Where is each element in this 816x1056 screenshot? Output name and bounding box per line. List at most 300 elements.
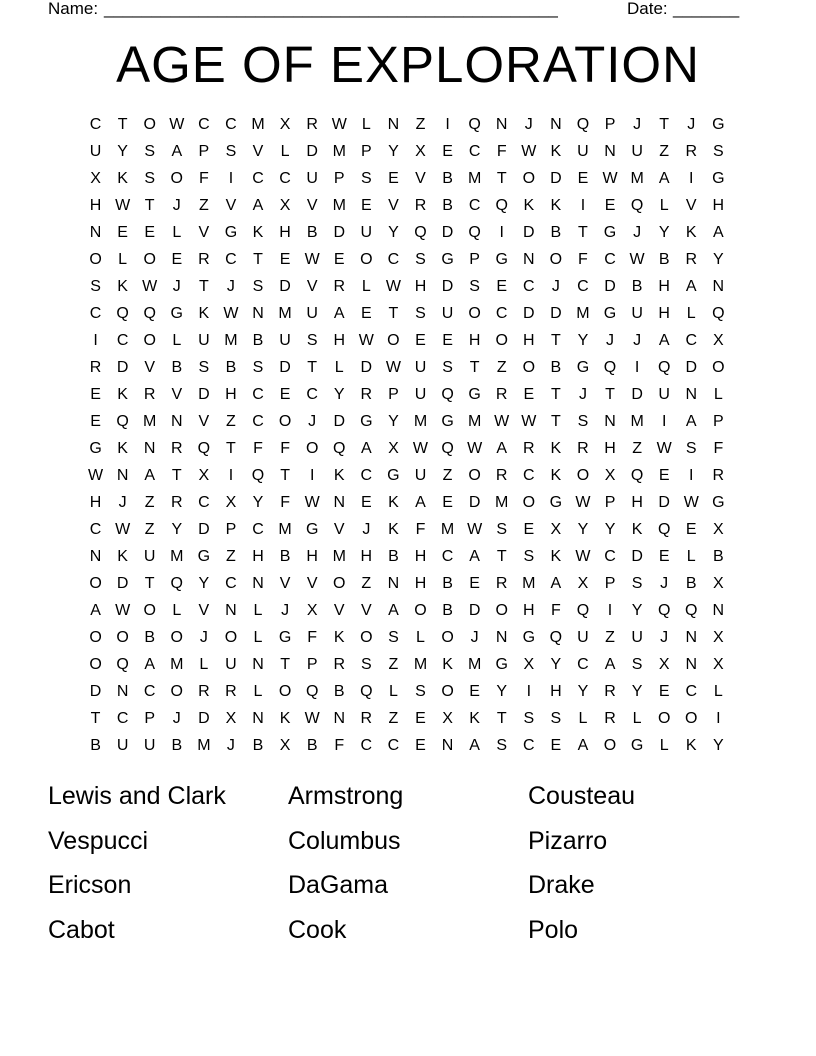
grid-letter: H [523,602,535,619]
grid-letter: D [685,359,698,376]
grid-letter: Q [143,305,156,322]
grid-letter: Z [226,548,236,565]
grid-letter: J [281,602,290,619]
grid-letter: N [495,629,508,646]
grid-letter: F [280,494,290,511]
grid-letter: W [385,359,401,376]
grid-letter: F [198,170,209,187]
grid-letter: O [522,170,536,187]
grid-row [82,598,732,625]
grid-letter: K [523,197,535,214]
grid-letter: S [685,440,697,457]
grid-letter: W [521,413,537,430]
grid-row [82,274,732,301]
grid-letter: Q [251,467,265,484]
grid-letter: V [306,278,318,295]
grid-row [82,301,732,328]
grid-letter: N [116,467,129,484]
grid-letter: R [604,683,616,700]
grid-letter: D [604,278,616,295]
grid-letter: C [225,575,237,592]
grid-letter: P [333,170,345,187]
grid-letter: O [278,413,292,430]
grid-letter: Y [496,683,508,700]
grid-letter: L [686,305,696,322]
grid-letter: K [550,467,562,484]
grid-letter: I [580,197,586,214]
grid-letter: C [198,494,210,511]
grid-row [82,625,732,652]
grid-letter: R [170,440,183,457]
grid-letter: P [604,494,616,511]
grid-letter: X [306,602,318,619]
grid-letter: O [143,251,156,268]
grid-letter: C [252,386,264,403]
grid-letter: M [170,548,184,565]
grid-letter: G [603,305,617,322]
grid-letter: G [495,251,508,268]
grid-letter: O [143,116,156,133]
grid-letter: X [550,521,562,538]
grid-letter: I [607,602,613,619]
grid-letter: N [685,629,698,646]
grid-letter: D [116,575,129,592]
grid-letter: H [468,332,481,349]
grid-letter: A [496,440,508,457]
grid-letter: D [116,359,129,376]
grid-letter: O [89,629,102,646]
grid-letter: R [170,494,183,511]
grid-letter: Y [388,413,399,430]
grid-letter: N [333,710,346,727]
grid-letter: O [333,575,346,592]
grid-letter: T [496,170,507,187]
grid-letter: B [442,575,453,592]
grid-letter: D [198,710,210,727]
grid-letter: W [304,710,320,727]
grid-letter: A [90,602,101,619]
grid-letter: V [279,575,291,592]
grid-letter: R [198,251,210,268]
grid-letter: P [469,251,480,268]
grid-letter: A [415,494,426,511]
grid-row [82,733,732,760]
grid-letter: D [198,521,210,538]
grid-letter: G [522,629,536,646]
grid-letter: G [197,548,211,565]
grid-letter: J [226,278,235,295]
grid-letter: A [252,197,264,214]
grid-letter: C [360,737,373,754]
grid-letter: G [441,251,454,268]
grid-letter: K [198,305,210,322]
grid-letter: S [225,143,237,160]
grid-row [82,517,732,544]
grid-letter: G [549,494,563,511]
grid-letter: D [550,170,562,187]
grid-letter: W [629,251,645,268]
grid-letter: C [387,737,400,754]
grid-letter: Z [198,197,209,214]
grid-letter: R [712,467,725,484]
grid-letter: M [278,305,292,322]
grid-letter: Q [712,305,725,322]
grid-letter: O [657,710,671,727]
grid-letter: S [360,170,372,187]
grid-row [82,355,732,382]
grid-letter: K [333,629,345,646]
grid-letter: P [198,143,210,160]
grid-letter: D [306,143,318,160]
grid-letter: N [170,413,183,430]
grid-letter: U [414,386,427,403]
grid-letter: W [656,440,672,457]
grid-letter: T [171,467,182,484]
grid-letter: V [198,413,210,430]
word-list-item: Lewis and Clark [48,782,226,810]
grid-letter: N [550,116,562,133]
grid-row [82,463,732,490]
grid-letter: L [578,710,588,727]
grid-letter: E [523,521,535,538]
grid-letter: C [89,305,102,322]
grid-letter: L [253,683,263,700]
grid-row [82,166,732,193]
grid-letter: V [388,197,399,214]
grid-letter: W [304,494,320,511]
grid-letter: V [685,197,697,214]
grid-letter: R [225,683,237,700]
grid-letter: A [713,224,724,241]
grid-letter: B [550,224,562,241]
grid-letter: D [333,413,346,430]
grid-letter: Y [252,494,264,511]
grid-letter: N [225,602,237,619]
word-list-item: Columbus [288,826,401,855]
grid-letter: X [388,440,399,457]
grid-letter: U [441,305,454,322]
grid-letter: C [577,278,589,295]
grid-letter: K [685,737,697,754]
grid-letter: P [388,386,399,403]
grid-letter: O [170,683,183,700]
grid-letter: S [90,278,101,295]
grid-letter: T [388,305,399,322]
grid-letter: U [306,305,318,322]
grid-letter: O [170,629,183,646]
grid-letter: F [496,143,507,160]
grid-letter: O [522,494,536,511]
grid-letter: V [198,224,210,241]
grid-letter: A [685,278,697,295]
grid-letter: K [117,170,128,187]
grid-letter: O [468,467,481,484]
grid-letter: C [604,251,616,268]
grid-letter: J [606,332,615,349]
grid-letter: E [550,737,562,754]
grid-letter: O [468,305,481,322]
grid-letter: V [333,602,345,619]
grid-letter: Z [388,656,399,673]
grid-letter: Z [659,143,670,160]
grid-letter: Y [577,521,589,538]
grid-letter: G [495,656,508,673]
grid-letter: T [605,386,615,403]
grid-letter: A [658,332,670,349]
grid-letter: X [577,575,589,592]
grid-letter: E [360,305,372,322]
grid-letter: I [93,332,98,349]
grid-letter: K [550,548,562,565]
grid-letter: C [523,278,535,295]
grid-letter: N [143,440,156,457]
grid-letter: Q [685,602,698,619]
grid-letter: Q [441,386,454,403]
grid-letter: T [307,359,318,376]
grid-letter: L [659,197,669,214]
grid-letter: T [469,359,480,376]
grid-letter: T [659,116,670,133]
grid-row [82,679,732,706]
grid-letter: M [630,413,644,430]
word-list-item: Polo [528,915,579,944]
grid-letter: P [360,143,372,160]
grid-letter: O [387,332,400,349]
grid-letter: E [360,494,372,511]
grid-letter: P [225,521,237,538]
word-list [48,776,768,954]
grid-letter: N [712,602,725,619]
grid-letter: M [332,197,346,214]
grid-letter: V [415,170,426,187]
grid-letter: X [415,143,426,160]
grid-letter: G [712,494,725,511]
grid-letter: N [252,710,264,727]
grid-letter: D [631,548,643,565]
grid-letter: Y [631,602,643,619]
grid-letter: H [550,683,562,700]
grid-letter: V [198,602,210,619]
grid-letter: O [441,683,454,700]
header-line [48,0,748,20]
grid-letter: D [468,494,481,511]
grid-letter: O [603,737,617,754]
grid-letter: J [308,413,317,430]
grid-letter: C [468,197,481,214]
letter-grid [82,112,732,760]
grid-letter: Y [198,575,210,592]
word-list-item: Drake [528,871,595,899]
grid-letter: W [494,413,510,430]
word-list-item: Pizarro [528,826,608,855]
grid-letter: Q [468,116,481,133]
date-blank-line: _______ [673,0,740,18]
grid-letter: R [306,116,318,133]
grid-letter: B [279,548,291,565]
grid-letter: R [414,197,427,214]
grid-letter: X [713,521,724,538]
grid-letter: J [524,116,533,133]
grid-letter: R [495,386,508,403]
grid-row [82,436,732,463]
grid-letter: V [306,197,318,214]
grid-letter: Q [657,602,671,619]
grid-letter: J [172,197,181,214]
grid-letter: U [89,143,102,160]
grid-letter: R [577,440,589,457]
grid-letter: G [576,359,590,376]
grid-letter: D [89,683,102,700]
grid-letter: F [713,440,724,457]
grid-letter: T [117,116,128,133]
grid-letter: M [495,494,509,511]
grid-letter: O [360,629,373,646]
grid-letter: I [689,467,694,484]
grid-letter: F [307,629,318,646]
grid-letter: B [171,359,183,376]
grid-letter: R [333,278,346,295]
grid-letter: Z [632,440,642,457]
grid-letter: W [115,521,131,538]
grid-letter: O [116,629,129,646]
grid-letter: G [441,413,454,430]
grid-letter: F [280,440,290,457]
grid-letter: U [143,548,156,565]
grid-letter: U [631,629,643,646]
grid-letter: L [659,737,669,754]
grid-letter: F [334,737,345,754]
word-list-item: Cabot [48,915,115,944]
grid-letter: T [578,224,588,241]
grid-letter: R [360,386,373,403]
grid-letter: A [144,467,156,484]
grid-letter: N [387,575,400,592]
word-list-item: Cook [288,915,347,944]
grid-letter: T [198,278,209,295]
grid-letter: D [360,359,373,376]
grid-letter: L [361,116,371,133]
grid-letter: L [253,629,263,646]
grid-letter: E [117,224,128,241]
grid-letter: B [306,737,318,754]
grid-letter: K [550,143,562,160]
grid-letter: D [198,386,210,403]
grid-letter: H [333,332,346,349]
grid-letter: E [90,413,101,430]
grid-letter: S [496,737,508,754]
grid-letter: T [144,197,155,214]
grid-letter: Y [388,143,399,160]
grid-letter: N [333,494,346,511]
grid-letter: L [172,224,182,241]
grid-letter: J [660,575,669,592]
grid-letter: S [415,251,426,268]
grid-letter: C [306,386,318,403]
grid-letter: Y [631,683,643,700]
grid-letter: Q [657,359,671,376]
grid-letter: U [198,332,210,349]
grid-letter: C [252,170,264,187]
grid-row [82,571,732,598]
grid-letter: T [144,575,155,592]
grid-letter: O [89,575,102,592]
grid-letter: E [415,737,426,754]
grid-letter: S [360,656,372,673]
grid-letter: J [362,521,371,538]
grid-letter: H [414,548,427,565]
grid-letter: J [172,278,181,295]
grid-letter: K [388,521,399,538]
grid-row [82,328,732,355]
grid-letter: A [685,413,697,430]
grid-row [82,112,732,139]
grid-letter: E [685,521,697,538]
grid-letter: O [143,332,156,349]
grid-letter: K [631,521,643,538]
grid-letter: H [252,548,264,565]
grid-letter: Z [415,116,426,133]
grid-letter: L [632,710,642,727]
grid-letter: E [658,683,670,700]
grid-letter: S [388,629,399,646]
grid-letter: M [224,332,238,349]
grid-letter: C [523,737,535,754]
grid-letter: B [144,629,156,646]
grid-letter: S [577,413,589,430]
grid-row [82,544,732,571]
grid-letter: J [687,116,696,133]
grid-letter: B [631,278,643,295]
grid-letter: M [413,413,428,430]
grid-letter: M [413,656,428,673]
grid-letter: U [631,143,643,160]
grid-letter: C [441,548,454,565]
grid-letter: C [225,116,237,133]
grid-letter: X [225,494,237,511]
grid-letter: U [577,143,589,160]
grid-letter: O [305,440,319,457]
grid-letter: I [634,359,640,376]
grid-letter: R [143,386,156,403]
grid-letter: W [467,440,483,457]
grid-letter: Q [170,575,183,592]
grid-letter: C [387,251,400,268]
grid-letter: N [252,656,264,673]
grid-letter: W [115,197,131,214]
grid-letter: D [658,494,670,511]
grid-letter: N [604,413,616,430]
grid-letter: O [495,332,508,349]
grid-letter: J [199,629,208,646]
grid-letter: Q [576,602,590,619]
page-title: AGE OF EXPLORATION [116,36,700,93]
grid-letter: J [633,332,642,349]
grid-letter: E [496,278,508,295]
grid-letter: Q [630,197,644,214]
grid-letter: R [604,710,616,727]
grid-letter: J [172,710,181,727]
grid-letter: L [172,332,182,349]
grid-letter: H [360,548,373,565]
grid-letter: E [415,332,426,349]
grid-letter: W [575,494,591,511]
grid-letter: I [526,683,532,700]
grid-letter: C [225,251,237,268]
grid-letter: E [658,467,670,484]
grid-letter: S [550,710,562,727]
grid-letter: G [712,170,725,187]
grid-letter: B [658,251,670,268]
